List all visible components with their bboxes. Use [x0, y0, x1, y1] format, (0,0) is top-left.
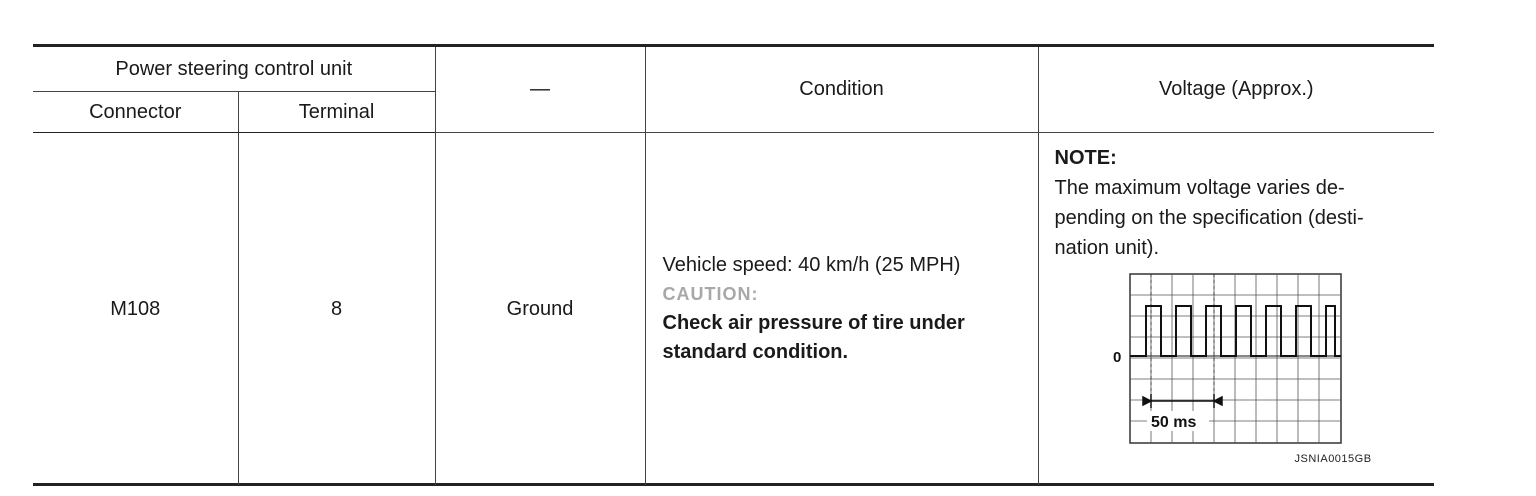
cell-voltage [1038, 133, 1434, 486]
terminal-table [33, 44, 1434, 486]
waveform-time-label: 50 ms [1150, 414, 1196, 431]
note-title: NOTE: [1054, 147, 1117, 169]
header-connector: Connector [33, 92, 238, 133]
note-line-2: pending on the specification (desti- [1054, 207, 1364, 229]
table-row [33, 133, 1434, 486]
note-line-1: The maximum voltage varies de- [1054, 177, 1345, 199]
header-dash: — [435, 47, 645, 133]
caution-text-line-1: Check air pressure of tire under [662, 312, 965, 334]
header-power-steering-control-unit: Power steering control unit [33, 47, 435, 92]
caution-text-line-2: standard condition. [662, 341, 849, 363]
cell-terminal: 8 [238, 133, 435, 486]
note-block [1055, 143, 1425, 263]
time-interval-arrows [1143, 394, 1222, 408]
header-condition: Condition [645, 47, 1038, 133]
header-terminal: Terminal [238, 92, 435, 133]
waveform-figure [1109, 273, 1349, 448]
cell-connector: M108 [33, 133, 238, 486]
cell-condition [645, 133, 1038, 486]
note-line-3: nation unit). [1054, 237, 1160, 259]
condition-text: Vehicle speed: 40 km/h (25 MPH) [662, 254, 961, 276]
figure-id: JSNIA0015GB [1294, 453, 1372, 465]
waveform-trace [1130, 306, 1341, 356]
waveform-zero-label: 0 [1112, 349, 1121, 366]
cell-ground: Ground [435, 133, 645, 486]
caution-label: CAUTION: [662, 284, 759, 304]
header-voltage: Voltage (Approx.) [1038, 47, 1434, 133]
